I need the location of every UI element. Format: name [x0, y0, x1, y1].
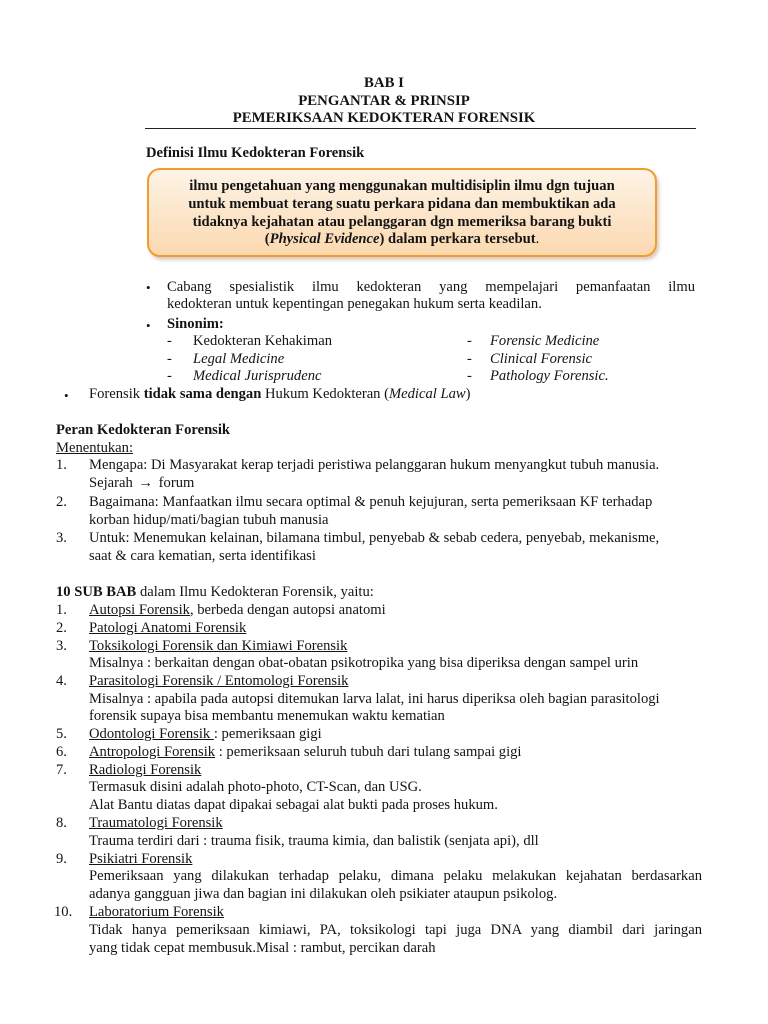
subbab-item-number: 3. — [56, 638, 67, 654]
peran-item-2-line-1: Bagaimana: Manfaatkan ilmu secara optimal & penuh kejujuran, serta pemeriksaan KF terhadap — [89, 494, 653, 510]
definition-line-2: untuk membuat terang suatu perkara pidana dan membuktikan ada — [188, 195, 616, 212]
subbab-item-3 — [89, 638, 702, 656]
forensik-medical-law: Medical Law — [389, 386, 466, 402]
subbab-item-4-desc-1: Misalnya : apabila pada autopsi ditemukan larva lalat, ini harus diperiksa oleh bagian parasitologi — [89, 691, 660, 707]
peran-item-1-line-2 — [89, 475, 702, 493]
peran-item-1-forum: forum — [158, 475, 195, 491]
definition-line-1: ilmu pengetahuan yang menggunakan multidisiplin ilmu dgn tujuan — [189, 178, 615, 194]
subbab-item-after: , berbeda dengan autopsi anatomi — [189, 602, 386, 618]
sinonim-dash: - — [467, 368, 472, 384]
forensik-pre: Forensik — [89, 386, 144, 402]
forensik-note — [89, 386, 471, 404]
peran-item-1-line-1: Mengapa: Di Masyarakat kerap terjadi peristiwa pelanggaran hukum menyangkut tubuh manusia. — [89, 457, 660, 473]
subbab-item-number: 4. — [56, 673, 67, 689]
subbab-item-number: 9. — [56, 851, 67, 867]
subbab-item-number: 5. — [56, 726, 67, 742]
subbab-item-title: Patologi Anatomi Forensik — [89, 620, 247, 636]
subbab-item-number: 8. — [56, 815, 67, 831]
definition-callout-box — [147, 168, 657, 257]
subbab-item-4 — [89, 673, 702, 691]
subbab-item-title: Parasitologi Forensik / Entomologi Forensik — [89, 673, 349, 689]
arrow-right-icon: → — [138, 475, 154, 491]
definition-period: . — [535, 231, 540, 248]
subbab-item-9-desc-2: adanya gangguan jiwa dan bagian ini dilakukan oleh psikiater ataupun psikolog. — [89, 886, 558, 902]
subbab-item-number: 6. — [56, 744, 67, 760]
sinonim-left-1: Kedokteran Kehakiman — [193, 333, 332, 349]
peran-item-number: 3. — [56, 530, 67, 546]
bullet-dot: • — [146, 318, 151, 333]
subbab-item-title: Autopsi Forensik — [89, 602, 190, 618]
forensik-mid: Hukum Kedokteran ( — [261, 386, 389, 402]
peran-item-number: 2. — [56, 494, 67, 510]
peran-item-2-line-2: korban hidup/mati/bagian tubuh manusia — [89, 512, 329, 528]
sinonim-right-2: Clinical Forensic — [490, 351, 593, 367]
subbab-item-7-desc-2: Alat Bantu diatas dapat dipakai sebagai alat bukti pada proses hukum. — [89, 797, 498, 813]
sinonim-dash: - — [467, 351, 472, 367]
title-underline-rule — [145, 128, 696, 129]
subbab-heading — [56, 584, 374, 602]
cabang-line-1: Cabang spesialistik ilmu kedokteran yang mempelajari pemanfaatan ilmu — [167, 279, 695, 295]
subbab-item-title: Odontologi Forensik — [89, 726, 214, 742]
sinonim-left-2: Legal Medicine — [193, 351, 285, 367]
definition-paren-open: ( — [264, 231, 270, 248]
definition-heading: Definisi Ilmu Kedokteran Forensik — [146, 145, 365, 161]
definition-line-3: tidaknya kejahatan atau pelanggaran dgn memeriksa barang bukti — [192, 213, 612, 230]
subbab-item-title: Laboratorium Forensik — [89, 904, 224, 920]
subbab-item-title: Traumatologi Forensik — [89, 815, 223, 831]
subbab-item-8 — [89, 815, 702, 833]
chapter-subtitle-line2: PEMERIKSAAN KEDOKTERAN FORENSIK — [232, 110, 536, 126]
subbab-item-6 — [89, 744, 702, 762]
subbab-heading-bold: 10 SUB BAB — [56, 584, 137, 600]
cabang-line-2: kedokteran untuk kepentingan penegakan hukum serta keadilan. — [167, 296, 542, 312]
subbab-item-2 — [89, 620, 702, 638]
forensik-bold: tidak sama dengan — [143, 386, 262, 402]
sinonim-label: Sinonim: — [167, 316, 224, 332]
chapter-title: BAB I — [364, 75, 404, 91]
subbab-item-10-desc-2: yang tidak cepat membusuk.Misal : rambut, percikan darah — [89, 940, 436, 956]
subbab-item-1 — [89, 602, 702, 620]
sinonim-dash: - — [467, 333, 472, 349]
subbab-item-10-desc-1: Tidak hanya pemeriksaan kimiawi, PA, toksikologi tapi juga DNA yang diambil dari jaringan — [89, 922, 702, 938]
peran-item-number: 1. — [56, 457, 67, 473]
subbab-item-7-desc-1: Termasuk disini adalah photo-photo, CT-Scan, dan USG. — [89, 779, 422, 795]
subbab-item-number: 2. — [56, 620, 67, 636]
peran-item-3-line-1: Untuk: Menemukan kelainan, bilamana timbul, penyebab & sebab cedera, penyebab, mekanisme, — [89, 530, 660, 546]
sinonim-dash: - — [167, 351, 172, 367]
subbab-item-title: Psikiatri Forensik — [89, 851, 193, 867]
chapter-subtitle-line1: PENGANTAR & PRINSIP — [298, 93, 470, 109]
sinonim-dash: - — [167, 368, 172, 384]
peran-heading: Peran Kedokteran Forensik — [56, 422, 231, 438]
subbab-item-number: 10. — [54, 904, 73, 920]
subbab-heading-rest: dalam Ilmu Kedokteran Forensik, yaitu: — [136, 584, 374, 600]
definition-line-4 — [149, 231, 655, 249]
bullet-dot: • — [146, 280, 151, 295]
subbab-item-9 — [89, 851, 702, 869]
peran-item-3-line-2: saat & cara kematian, serta identifikasi — [89, 548, 316, 564]
subbab-item-3-desc: Misalnya : berkaitan dengan obat-obatan psikotropika yang bisa diperiksa dengan sampel urin — [89, 655, 639, 671]
subbab-item-number: 7. — [56, 762, 67, 778]
sinonim-right-1: Forensic Medicine — [490, 333, 600, 349]
subbab-item-after: : pemeriksaan seluruh tubuh dari tulang sampai gigi — [215, 744, 522, 760]
sinonim-dash: - — [167, 333, 172, 349]
subbab-item-title: Antropologi Forensik — [89, 744, 216, 760]
peran-item-1-sejarah: Sejarah — [89, 475, 133, 491]
subbab-item-5 — [89, 726, 702, 744]
sinonim-left-3: Medical Jurisprudenc — [193, 368, 322, 384]
subbab-item-7 — [89, 762, 702, 780]
definition-physical-evidence: Physical Evidence — [269, 231, 380, 248]
forensik-post: ) — [465, 386, 471, 402]
definition-line-4-rest: ) dalam perkara tersebut — [379, 231, 536, 248]
subbab-item-8-desc: Trauma terdiri dari : trauma fisik, trauma kimia, dan balistik (senjata api), dll — [89, 833, 539, 849]
subbab-item-title: Radiologi Forensik — [89, 762, 202, 778]
subbab-item-9-desc-1: Pemeriksaan yang dilakukan terhadap pelaku, dimana pelaku melakukan kejahatan berdasarkan — [89, 868, 702, 884]
peran-subheading: Menentukan: — [56, 440, 134, 456]
subbab-item-after: : pemeriksaan gigi — [213, 726, 322, 742]
subbab-item-number: 1. — [56, 602, 67, 618]
subbab-item-10 — [89, 904, 702, 922]
bullet-dot: • — [64, 388, 69, 403]
subbab-item-4-desc-2: forensik supaya bisa membantu menemukan waktu kematian — [89, 708, 445, 724]
subbab-item-title: Toksikologi Forensik dan Kimiawi Forensik — [89, 638, 348, 654]
sinonim-right-3: Pathology Forensic. — [490, 368, 609, 384]
